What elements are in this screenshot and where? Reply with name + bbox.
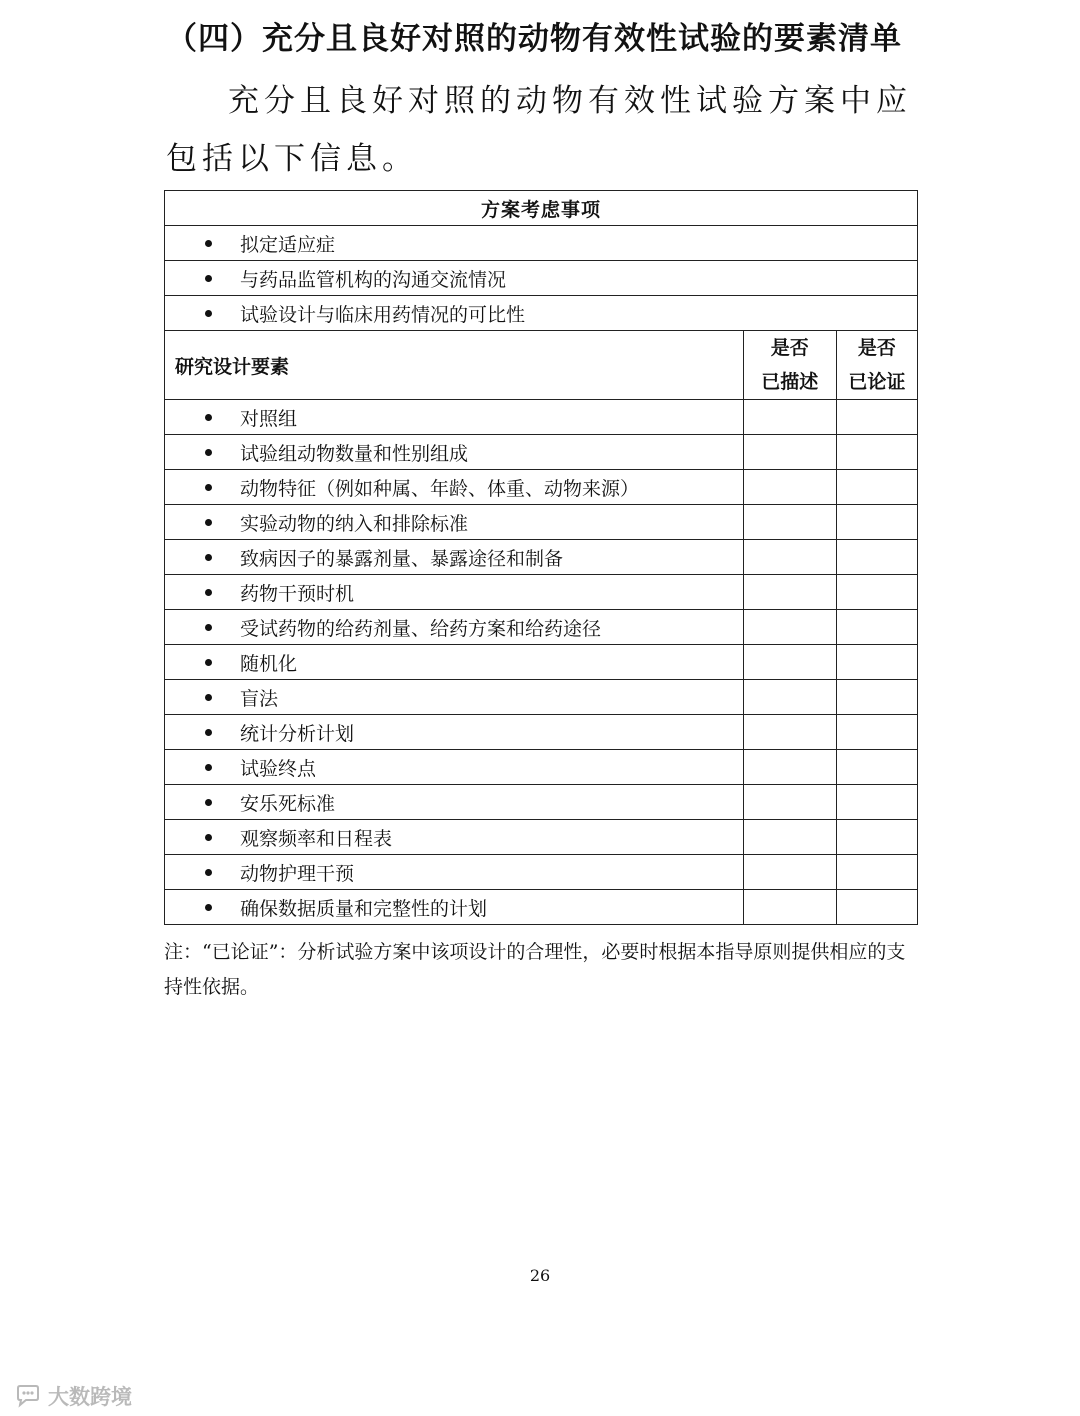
justified-check-cell[interactable] [836, 575, 917, 610]
design-item-row [165, 785, 918, 820]
consideration-label: 试验设计与临床用药情况的可比性 [240, 303, 526, 326]
bullet-icon [205, 764, 212, 771]
justified-check-cell[interactable] [836, 435, 917, 470]
design-item-label: 安乐死标准 [240, 792, 336, 815]
described-check-cell[interactable] [743, 505, 836, 540]
design-item-label: 随机化 [240, 652, 298, 675]
bullet-icon [205, 310, 212, 317]
justified-check-cell[interactable] [836, 820, 917, 855]
page-number: 26 [529, 1266, 551, 1285]
design-item-label: 统计分析计划 [240, 722, 355, 745]
consideration-label: 拟定适应症 [240, 233, 336, 256]
design-item-label: 试验终点 [240, 757, 317, 780]
design-item-label: 受试药物的给药剂量、给药方案和给药途径 [240, 617, 602, 640]
bullet-icon [205, 799, 212, 806]
table-header-row [165, 191, 918, 226]
described-check-cell[interactable] [743, 750, 836, 785]
consideration-label: 与药品监管机构的沟通交流情况 [240, 268, 507, 291]
design-item-row [165, 470, 918, 505]
justified-check-cell[interactable] [836, 890, 917, 925]
bullet-icon [205, 484, 212, 491]
described-check-cell[interactable] [743, 855, 836, 890]
described-check-cell[interactable] [743, 575, 836, 610]
design-item-label: 致病因子的暴露剂量、暴露途径和制备 [240, 547, 564, 570]
bullet-icon [205, 869, 212, 876]
design-item-row [165, 610, 918, 645]
justified-check-cell[interactable] [836, 855, 917, 890]
section-heading: （四）充分且良好对照的动物有效性试验的要素清单 [166, 21, 902, 57]
justified-check-cell[interactable] [836, 785, 917, 820]
design-item-row [165, 400, 918, 435]
justified-check-cell[interactable] [836, 715, 917, 750]
design-item-row [165, 575, 918, 610]
design-item-row [165, 820, 918, 855]
design-item-row [165, 715, 918, 750]
bullet-icon [205, 729, 212, 736]
consideration-row [165, 226, 918, 261]
bullet-icon [205, 449, 212, 456]
chat-bubble-logo-icon [14, 1384, 42, 1408]
justified-check-cell[interactable] [836, 540, 917, 575]
justified-check-cell[interactable] [836, 610, 917, 645]
watermark-text: 大数跨境 [48, 1385, 132, 1409]
described-check-cell[interactable] [743, 890, 836, 925]
design-item-label: 观察频率和日程表 [240, 827, 393, 850]
consideration-row [165, 261, 918, 296]
design-elements-heading: 研究设计要素 [165, 331, 744, 400]
bullet-icon [205, 659, 212, 666]
checklist-table [164, 190, 918, 925]
bullet-icon [205, 519, 212, 526]
design-item-row [165, 680, 918, 715]
design-item-label: 试验组动物数量和性别组成 [240, 442, 469, 465]
bullet-icon [205, 414, 212, 421]
intro-paragraph: 充分且良好对照的动物有效性试验方案中应包括以下信息。 [166, 83, 912, 177]
table-footnote: 注：“已论证”：分析试验方案中该项设计的合理性，必要时根据本指导原则提供相应的支持性依据。 [164, 941, 906, 998]
described-check-cell[interactable] [743, 470, 836, 505]
described-check-cell[interactable] [743, 400, 836, 435]
design-item-row [165, 505, 918, 540]
described-column-header: 是否 已描述 [743, 331, 836, 400]
bullet-icon [205, 589, 212, 596]
protocol-considerations-header: 方案考虑事项 [165, 191, 918, 226]
bullet-icon [205, 694, 212, 701]
design-item-label: 确保数据质量和完整性的计划 [240, 897, 488, 920]
watermark [14, 1381, 132, 1411]
described-check-cell[interactable] [743, 645, 836, 680]
design-elements-header-row [165, 331, 918, 400]
design-item-row [165, 750, 918, 785]
described-check-cell[interactable] [743, 785, 836, 820]
design-item-label: 实验动物的纳入和排除标准 [240, 512, 469, 535]
design-item-row [165, 645, 918, 680]
described-check-cell[interactable] [743, 680, 836, 715]
described-check-cell[interactable] [743, 435, 836, 470]
bullet-icon [205, 554, 212, 561]
justified-check-cell[interactable] [836, 505, 917, 540]
design-item-label: 对照组 [240, 407, 298, 430]
bullet-icon [205, 904, 212, 911]
design-item-label: 动物护理干预 [240, 862, 355, 885]
design-item-row [165, 890, 918, 925]
design-item-label: 药物干预时机 [240, 582, 355, 605]
consideration-row [165, 296, 918, 331]
bullet-icon [205, 834, 212, 841]
bullet-icon [205, 624, 212, 631]
design-item-row [165, 855, 918, 890]
design-item-row [165, 435, 918, 470]
described-check-cell[interactable] [743, 610, 836, 645]
design-item-label: 盲法 [240, 687, 279, 710]
described-check-cell[interactable] [743, 540, 836, 575]
justified-column-header: 是否 已论证 [836, 331, 917, 400]
described-check-cell[interactable] [743, 715, 836, 750]
design-item-row [165, 540, 918, 575]
justified-check-cell[interactable] [836, 645, 917, 680]
justified-check-cell[interactable] [836, 470, 917, 505]
justified-check-cell[interactable] [836, 680, 917, 715]
justified-check-cell[interactable] [836, 400, 917, 435]
design-item-label: 动物特征（例如种属、年龄、体重、动物来源） [240, 477, 640, 500]
described-check-cell[interactable] [743, 820, 836, 855]
bullet-icon [205, 240, 212, 247]
bullet-icon [205, 275, 212, 282]
justified-check-cell[interactable] [836, 750, 917, 785]
